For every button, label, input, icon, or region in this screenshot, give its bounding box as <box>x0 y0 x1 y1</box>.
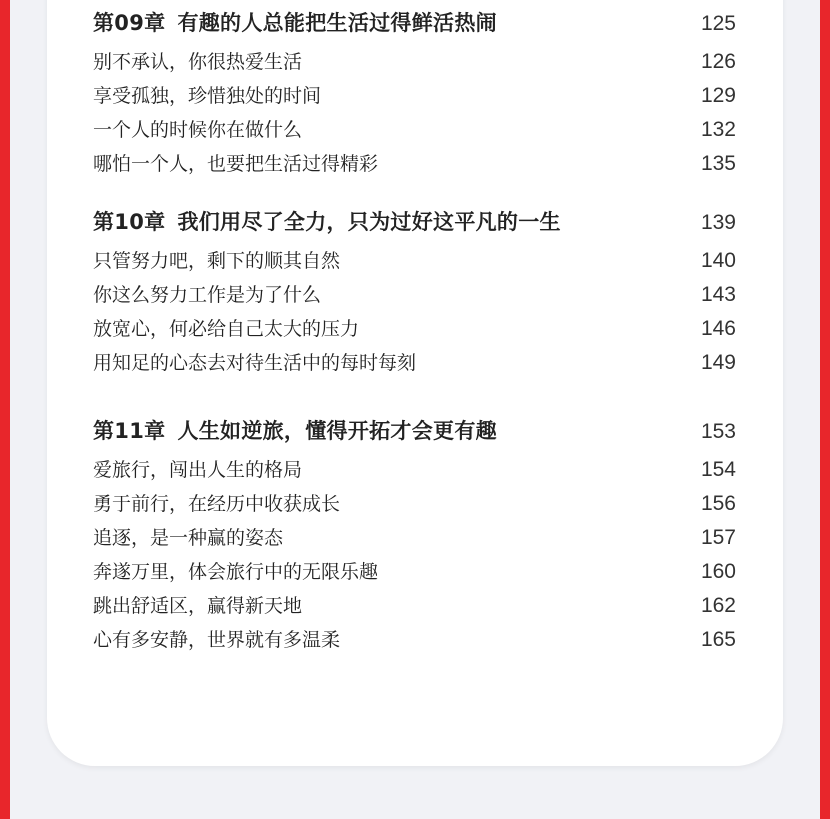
page-number: 165 <box>700 628 736 651</box>
toc-entry[interactable] <box>93 592 736 620</box>
entry-title: 哪怕一个人，也要把生活过得精彩 <box>93 153 379 175</box>
toc-entry[interactable] <box>93 558 736 586</box>
chapter-number: 第09章 <box>93 11 166 35</box>
toc-entry[interactable] <box>93 490 736 518</box>
toc-entry[interactable] <box>93 150 736 178</box>
page-number: 149 <box>700 351 736 374</box>
entry-title: 跳出舒适区，赢得新天地 <box>93 595 303 617</box>
page-number: 156 <box>700 492 736 515</box>
toc-entry[interactable] <box>93 315 736 343</box>
entry-title: 享受孤独，珍惜独处的时间 <box>93 85 322 107</box>
toc-entry[interactable] <box>93 48 736 76</box>
entry-title: 放宽心，何必给自己太大的压力 <box>93 318 360 340</box>
page-number: 139 <box>700 211 736 234</box>
chapter-heading[interactable] <box>93 8 736 38</box>
right-red-border <box>820 0 830 819</box>
page-number: 157 <box>700 526 736 549</box>
entry-title: 用知足的心态去对待生活中的每时每刻 <box>93 352 417 374</box>
entry-title: 只管努力吧，剩下的顺其自然 <box>93 250 341 272</box>
entry-title: 你这么努力工作是为了什么 <box>93 284 322 306</box>
toc-entry[interactable] <box>93 349 736 377</box>
entry-title: 追逐，是一种赢的姿态 <box>93 527 284 549</box>
page-number: 146 <box>700 317 736 340</box>
chapter-number: 第10章 <box>93 210 166 234</box>
toc-entry[interactable] <box>93 281 736 309</box>
chapter-title-group <box>93 416 497 446</box>
toc-entry[interactable] <box>93 626 736 654</box>
toc-entry[interactable] <box>93 524 736 552</box>
page-number: 132 <box>700 118 736 141</box>
chapter-heading[interactable] <box>93 416 736 446</box>
page-number: 162 <box>700 594 736 617</box>
toc-entry[interactable] <box>93 82 736 110</box>
entry-title: 一个人的时候你在做什么 <box>93 119 303 141</box>
chapter-heading[interactable] <box>93 207 736 237</box>
page-number: 153 <box>700 420 736 443</box>
entry-title: 心有多安静，世界就有多温柔 <box>93 629 341 651</box>
chapter-number: 第11章 <box>93 419 166 443</box>
entry-title: 勇于前行，在经历中收获成长 <box>93 493 341 515</box>
toc-entry[interactable] <box>93 116 736 144</box>
toc-entry[interactable] <box>93 456 736 484</box>
chapter-title: 有趣的人总能把生活过得鲜活热闹 <box>177 11 497 35</box>
entry-title: 别不承认，你很热爱生活 <box>93 51 303 73</box>
page-number: 126 <box>700 50 736 73</box>
page-number: 140 <box>700 249 736 272</box>
left-red-border <box>0 0 10 819</box>
entry-title: 奔遂万里，体会旅行中的无限乐趣 <box>93 561 379 583</box>
chapter-title: 我们用尽了全力，只为过好这平凡的一生 <box>177 210 561 234</box>
page-number: 129 <box>700 84 736 107</box>
page-number: 143 <box>700 283 736 306</box>
page-number: 135 <box>700 152 736 175</box>
entry-title: 爱旅行，闯出人生的格局 <box>93 459 303 481</box>
page-number: 160 <box>700 560 736 583</box>
chapter-title: 人生如逆旅，懂得开拓才会更有趣 <box>177 419 497 443</box>
chapter-title-group <box>93 8 497 38</box>
toc-entry[interactable] <box>93 247 736 275</box>
page-number: 154 <box>700 458 736 481</box>
chapter-title-group <box>93 207 561 237</box>
page-number: 125 <box>700 12 736 35</box>
